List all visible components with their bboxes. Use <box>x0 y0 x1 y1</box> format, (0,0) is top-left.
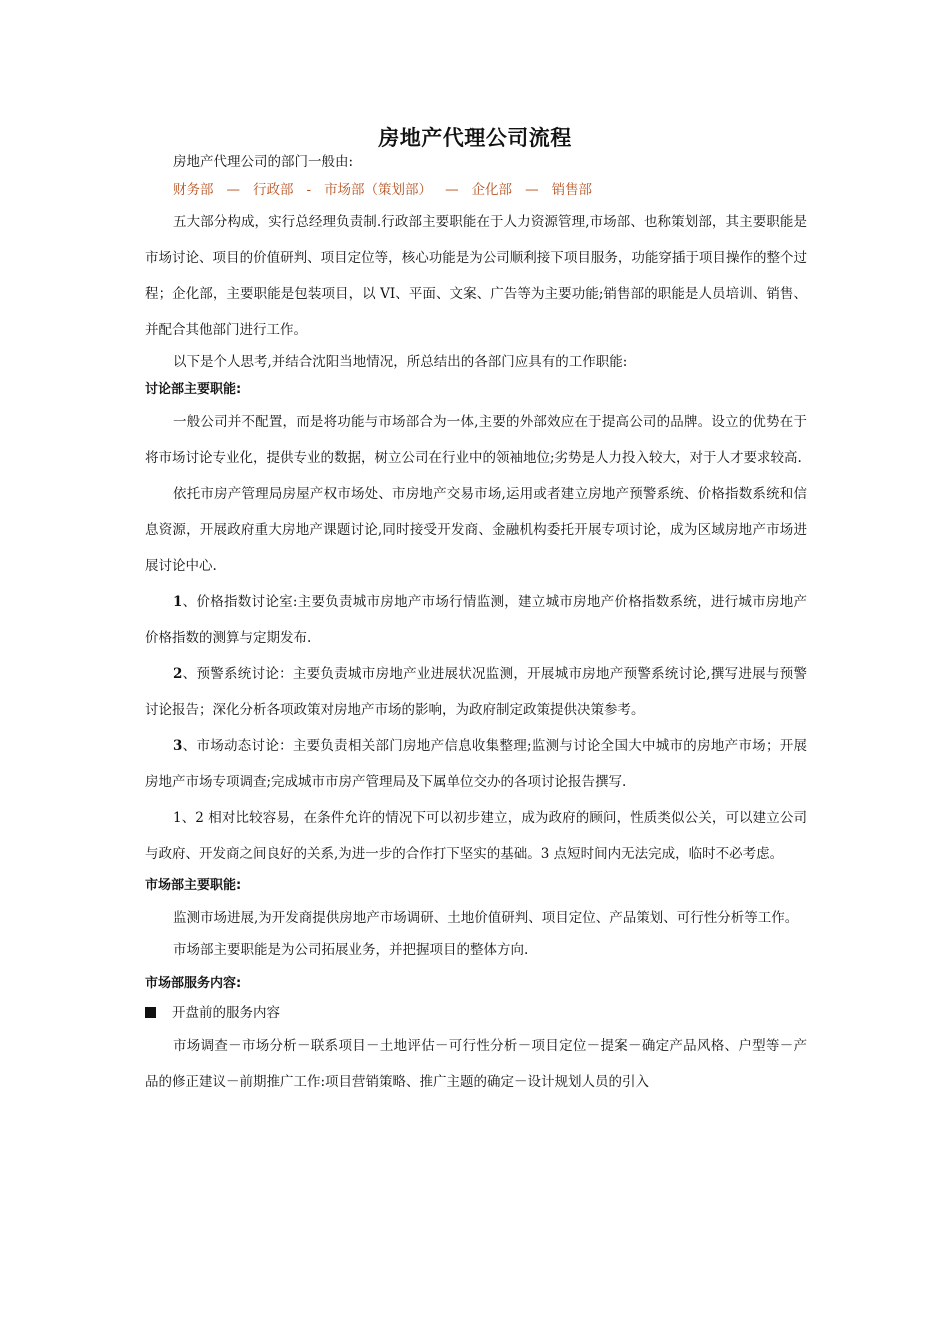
item-text: 、市场动态讨论：主要负责相关部门房地产信息收集整理;监测与讨论全国大中城市的房地产市场；开展房地产市场专项调查;完成城市市房产管理局及下属单位交办的各项讨论报告撰写. <box>145 738 807 790</box>
separator: — <box>445 182 459 198</box>
item-text: 、价格指数讨论室:主要负责城市房地产市场行情监测，建立城市房地产价格指数系统，进行城市房地产价格指数的测算与定期发布. <box>145 594 807 646</box>
separator: - <box>306 182 312 198</box>
separator: — <box>226 182 240 198</box>
department-finance: 财务部 <box>173 182 214 198</box>
item-number: 2 <box>173 666 183 682</box>
personal-note-paragraph: 以下是个人思考,并结合沈阳当地情况，所总结出的各部门应具有的工作职能: <box>173 354 628 370</box>
document-title: 房地产代理公司流程 <box>378 125 572 150</box>
bullet-item <box>145 998 807 1028</box>
item-number: 1 <box>173 594 183 610</box>
department-market: 市场部（策划部） <box>324 182 433 198</box>
services-heading: 市场部服务内容: <box>145 976 242 991</box>
separator: — <box>525 182 539 198</box>
market-paragraph-1: 监测市场进展,为开发商提供房地产市场调研、土地价值研判、项目定位、产品策划、可行性分析等工作。 <box>173 910 799 926</box>
department-planning: 企化部 <box>471 182 513 198</box>
departments-line <box>145 176 807 204</box>
research-item-3 <box>145 728 807 800</box>
department-sales: 销售部 <box>551 182 593 198</box>
intro-paragraph: 房地产代理公司的部门一般由: <box>173 154 354 170</box>
square-bullet-icon <box>145 1007 156 1018</box>
research-item-2 <box>145 656 807 728</box>
department-admin: 行政部 <box>253 182 294 198</box>
research-item-1 <box>145 584 807 656</box>
market-paragraph-2: 市场部主要职能是为公司拓展业务，并把握项目的整体方向. <box>173 942 529 958</box>
overview-paragraph: 五大部分构成，实行总经理负责制.行政部主要职能在于人力资源管理,市场部、也称策划部，其主要职能是市场讨论、项目的价值研判、项目定位等，核心功能是为公司顺利接下项目服务，功能穿插于项目操作的整个过程；企化部，主要职能是包装项目，以 VI、平面、文案、广告等为主要功能;销售部的职能是人员培训、销售、并配合其他部门进行工作。 <box>145 214 807 338</box>
document-body <box>145 148 807 1100</box>
summary-paragraph: 1、2 相对比较容易，在条件允许的情况下可以初步建立，成为政府的顾问，性质类似公关，可以建立公司与政府、开发商之间良好的关系,为进一步的合作打下坚实的基础。3 点短时间内无法完成，临时不必考虑。 <box>145 810 807 862</box>
bullet-text: 开盘前的服务内容 <box>172 1005 280 1021</box>
market-heading: 市场部主要职能: <box>145 878 242 893</box>
research-paragraph-1: 一般公司并不配置，而是将功能与市场部合为一体,主要的外部效应在于提高公司的品牌。设立的优势在于将市场讨论专业化，提供专业的数据，树立公司在行业中的领袖地位;劣势是人力投入较大，对于人才要求较高. <box>145 414 807 466</box>
research-paragraph-2: 依托市房产管理局房屋产权市场处、市房地产交易市场,运用或者建立房地产预警系统、价格指数系统和信息资源，开展政府重大房地产课题讨论,同时接受开发商、金融机构委托开展专项讨论，成为区域房地产市场进展讨论中心. <box>145 486 807 574</box>
item-number: 3 <box>173 738 183 754</box>
process-paragraph: 市场调查－市场分析－联系项目－土地评估－可行性分析－项目定位－提案－确定产品风格、户型等－产品的修正建议－前期推广工作:项目营销策略、推广主题的确定－设计规划人员的引入 <box>145 1038 807 1090</box>
item-text: 、预警系统讨论：主要负责城市房地产业进展状况监测，开展城市房地产预警系统讨论,撰写进展与预警讨论报告；深化分析各项政策对房地产市场的影响，为政府制定政策提供决策参考。 <box>145 666 807 718</box>
research-heading: 讨论部主要职能: <box>145 382 242 397</box>
